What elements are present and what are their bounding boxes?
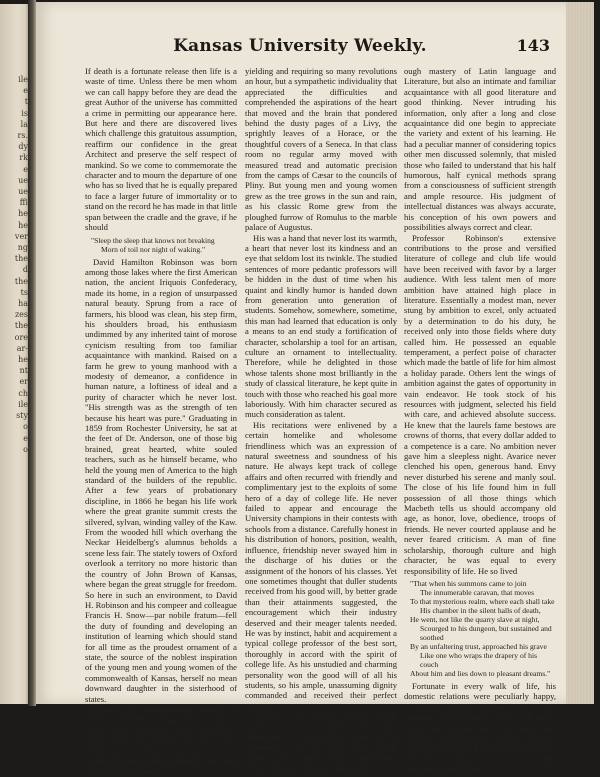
verse-line: "Sleep the sleep that knows not breaking xyxy=(91,235,215,245)
paragraph: His was a hand that never lost its warmth, a heart that never lost its kindness and an eye that seldom lost its twinkle. The studied sentences of more pedantic professors will be hidden in the dust of time when his quaint and kindly humor is handed down from generation unto generation of students. Somehow, somewhere, sometime, this man had learned that education is only a means to an end study a fortification of character, scholarship a tool for an artisan, culture an ornament to intellectuality. Therefore, while he delighted in those whose talents shone most brilliantly in the study of classical literature, he kept quite in touch with those who reached his goal more laboriously. With him character secured as much consideration as talent. xyxy=(245,232,397,420)
previous-page-fragment: rk xyxy=(19,153,28,163)
previous-page-fragment: ile xyxy=(18,75,28,84)
page-number: 143 xyxy=(516,36,550,55)
previous-page-fragment: sty xyxy=(16,411,28,421)
verse-quote xyxy=(410,579,556,678)
previous-page-fragment: ar- xyxy=(16,343,28,353)
previous-page-fragment: ver xyxy=(14,231,28,241)
paragraph: His recitations were enlivened by a certain homelike and wholesome friendliness which was an expression of natural sweetness and soundness of his nature. He always kept track of college affairs and often recurred with friendly and complimentary jest to the exploits of some hero of a day of college life. He never failed to appear and encourage the University champions in their contests with schools from a distance. Carefully honest in his distribution of honors, position, wealth, influence, friendship never swayed him in the discharge of his duties or the assignment of the honors of his classes. Yet one sometimes thought that duller students received from his good will, by better grade than their attainments suggested, the encouragement which their industry deserved and their meager talents needed. He was by instinct, habit and acquirement a typical college professor of the best sort, thoroughly in accord with the spirit of college life. As his unstudied and charming personality won the good will of all his students, so his ample, unassuming dignity commanded and received their perfect respect. xyxy=(245,419,397,711)
previous-page-fragment: e xyxy=(23,433,28,443)
text-column-2 xyxy=(245,66,397,774)
page-stack-edge xyxy=(566,2,594,704)
text-column-3 xyxy=(404,66,556,775)
verse-line: The innumerable caravan, that moves xyxy=(420,587,535,597)
previous-page-fragment: t xyxy=(24,97,28,107)
previous-page-fragment: ue xyxy=(18,187,28,197)
previous-page-fragment: he xyxy=(18,209,28,219)
previous-page-fragment: ile xyxy=(18,399,28,409)
previous-page-fragment: er xyxy=(19,377,28,387)
previous-page-fragment: ch xyxy=(18,388,28,398)
running-header xyxy=(50,36,550,60)
previous-page-fragment: e xyxy=(23,164,28,174)
verse-line: Scourged to his dungeon, but sustained and soothed xyxy=(420,623,552,642)
previous-page-fragment: is xyxy=(21,108,28,118)
previous-page-fragment: rs. xyxy=(17,131,28,141)
previous-page-fragment: the xyxy=(14,276,28,286)
paragraph: Professor Robinson's extensive contributions to the prose and versified literature of college and club life would have been received with favor by a larger audience. With less talent men of more ambition have attained high place in literature. Essentially a modest man, never stung by ambition to excel, only actuated by a determination to do his duty, he received only into those fields where duty called him. He possessed an equable temperament, a perfect poise of character which made the battle of life for him almost a holiday parade. Others lent the wings of ambition against the gates of opportunity in vain endeavor. He took stock of his resources with judgment, selected his field with care, and achieved absolute success. He knew that the laurels fame bestows are crowns of thorns, that every dollar added to a competence is a care. No ambition never gave him a sleepless night. Avarice never clenched his open, generous hand. Envy never disturbed his serene and manly soul. The close of his life found him in full possession of all those things which Macbeth tells us should accompany old age, as honor, love, obedience, troops of friends. He never courted applause and he never feared criticism. A man of fine scholarship, thorough culture and high character, he was equal to every responsibility of life. He so lived xyxy=(404,232,556,576)
verse-line: By an unfaltering trust, approached his grave xyxy=(410,641,547,651)
previous-page-fragment: ue xyxy=(18,175,28,185)
previous-page-fragment: la xyxy=(20,119,28,129)
previous-page-fragment: o xyxy=(23,444,28,454)
verse-line: His chamber in the silent halls of death, xyxy=(420,605,541,615)
verse-line: Like one who wraps the drapery of his couch xyxy=(420,650,538,669)
previous-page-fragment: ha xyxy=(18,299,28,309)
book-gutter xyxy=(28,0,36,706)
journal-title: Kansas University Weekly. xyxy=(173,36,427,56)
paragraph: ough mastery of Latin language and Literature, but also an intimate and familiar acquaintance with all good literature and good thinking. Never intruding his information, only after a long and close acquaintance did one begin to appreciate the variety and extent of his learning. He had a peculiar manner of considering topics other men discussed solemnly, that misled those who failed to understand that his half humorous, half cynical methods sprang from a consciousness of sufficient strength and ample resource. His judgment of intellectual distances was always accurate, his conception of his own powers and possibilities always correct and clear. xyxy=(404,66,556,233)
paragraph: If death is a fortunate release then life is a waste of time. Unless there be men whom we can call happy before they are dead the great Author of the universe has committed a crime in permitting our appearance here. But here and there are discovered lives which challenge this gratuitous assumption, reaffirm our confidence in the great Architect and preserve the self respect of mankind. So we come to commemorate the character and to mourn the departure of one who has so lived that he is equally prepared to face a larger future of immortality or to stand on the record he has made in that little span between the cradle and the grave, if he should xyxy=(85,66,238,233)
previous-page-fragment: the xyxy=(14,321,28,331)
text-column-1 xyxy=(85,66,238,777)
previous-page-fragment: ts xyxy=(20,287,28,297)
paragraph: David Hamilton Robinson was born among those lakes where the first American nation, the ancient Iriquois Confederacy, made its home, in a region of unsurpassed natural beauty. Sprung from a race of farmers, his blood was clean, his step firm, his shoulders broad, his enthusiasm undimmed by any inherited taint of morose cynicism resulting from too familiar acquaintance with mankind. Raised on a farm he grew to young manhood with a modesty of demeanor, a confidence in human nature, a loftiness of ideal and a purity of character which he never lost. "His strength was as the strength of ten because his heart was pure." Graduating in 1859 from Rochester University, he sat at the feet of Dr. Anderson, one of those big brained, great hearted, white souled teachers, such as he himself became, who held the young men of America to the high standard of the builders of the republic. After a few years of probationary discipline, in 1866 he began his life work where the great granite summit crests the silvered, sylvan, winding valley of the Kaw. From the wooded hill which overhang the Neckar Heidelberg's alumnus beholds a scene less fair. The stately towers of Oxford overlook a territory no more historic than the country of John Brown of Kansas, where began the great struggle for freedom. So here in such an environment, to David H. Robinson and his compeer and colleague Francis H. Snow—par nobile fratum—fell the duty of founding and developing an institution of learning which should stand for all time as the proudest ornament of a state, the source of the noblest inspiration of the young men and young women of the commonwealth of Kansas, herself no mean downward daughter in the sisterhood of states. xyxy=(85,256,237,704)
paragraph: Modest in his thinking, retiring in his habits, the general public seldom had opportunity to realize the scope of his attainments, and the high order of his talents. His careful and cosmopolitan scholarship not only gave him a thor- xyxy=(245,711,397,774)
previous-page-fragment: ore xyxy=(14,332,28,342)
paragraph: Perhaps the distinguishing feature of Professor Robinson's character was that he never lost his personality in his profession, never sunk the teacher in the mere instructor, was always a man and never a pedant. The eager student found in his chair no puiseless machine, xyxy=(85,703,237,777)
previous-page-fragment: zes xyxy=(14,310,28,320)
previous-page-fragment: he xyxy=(18,355,28,365)
verse-line: About him and lies down to pleasant dreams." xyxy=(410,668,551,678)
previous-page-fragment: e xyxy=(23,86,28,96)
verse-quote xyxy=(91,236,237,254)
previous-page-fragment: d xyxy=(22,265,28,275)
previous-page-edge xyxy=(0,4,30,704)
verse-line: He went, not like the quarry slave at night, xyxy=(410,614,540,624)
previous-page-fragment: nt xyxy=(19,366,28,376)
previous-page-fragment: o xyxy=(23,422,28,432)
previous-page-fragment: dy xyxy=(18,142,28,152)
verse-line: "That when his summons came to join xyxy=(410,578,527,588)
previous-page-fragments xyxy=(4,74,28,455)
verse-line: Morn of toil nor night of waking." xyxy=(101,244,206,254)
paragraph: yielding and requiring so many revolutions an hour, but a sympathetic individuality that appreciated the difficulties and comprehended the aspirations of the heart that moved and the brain that pondered behind the dusty pages of a Livy, the sprightly leaves of a Horace, or the thoughtful covers of a Seneca. In that class room no regular army moved with measured tread and automatic precision from the camps of Cæsar to the councils of Pliny. But young men and young women grew as the tree grows in the sun and rain, as his classic Rome grew from the ploughed furrow of Romulus to the marble palace of Augustus. xyxy=(245,66,397,233)
previous-page-fragment: the xyxy=(14,254,28,264)
previous-page-fragment: he xyxy=(18,220,28,230)
paragraph: Fortunate in every walk of life, his domestic relations were peculiarly happy, as those favored students who were admitted to his home circle well know. There they learned the "true pathos and sublimity of human life." Twenty-six years ago he married in a Kansas village as sweet and noble a woman as ever lived "on this bank and shoal of time." xyxy=(404,680,556,775)
verse-line: To that mysterious realm, where each shall take xyxy=(410,596,555,606)
previous-page-fragment: ffi xyxy=(19,198,28,208)
previous-page-fragment: ng xyxy=(17,243,28,253)
